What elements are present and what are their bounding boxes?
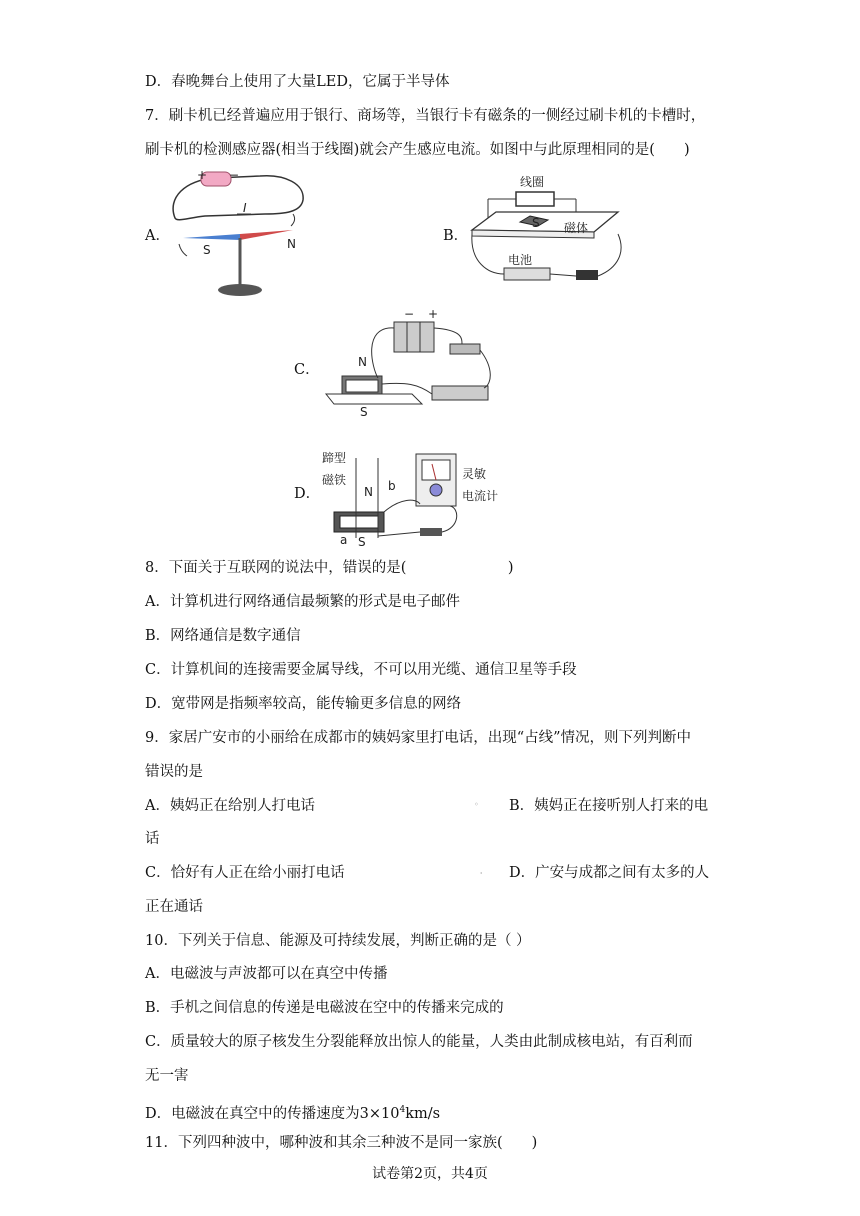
q10d-unit: km/s	[405, 1105, 441, 1122]
figC-minus: −	[404, 308, 415, 321]
figD-a: a	[340, 533, 348, 547]
q8-stem: 8．下面关于互联网的说法中，错误的是( )	[145, 560, 514, 576]
figB-coil: 线圈	[520, 175, 545, 189]
figA-N: N	[287, 237, 296, 251]
q8-option-b: B．网络通信是数字通信	[145, 628, 301, 644]
q9-option-a: A．姨妈正在给别人打电话	[145, 798, 315, 814]
figC-plus: +	[428, 308, 439, 321]
figD-N: N	[364, 485, 373, 499]
figA-current: I	[243, 201, 247, 215]
q6-option-d: D．春晚舞台上使用了大量LED，它属于半导体	[145, 74, 450, 90]
q8-option-d: D．宽带网是指频率较高，能传输更多信息的网络	[145, 696, 462, 712]
q10d-exponent: 4	[399, 1105, 406, 1115]
figD-b: b	[388, 479, 396, 493]
q9-stem-line2: 错误的是	[145, 764, 203, 780]
figA-S: S	[203, 243, 211, 257]
q10-option-c-line2: 无一害	[145, 1068, 189, 1084]
figure-c-motor	[322, 308, 497, 418]
figA-plus: +	[197, 168, 208, 182]
figB-S: S	[532, 216, 540, 230]
q9-stem-line1: 9．家居广安市的小丽给在成都市的姨妈家里打电话，出现“占线”情况，则下列判断中	[145, 730, 692, 746]
q9-option-d-line1: D．广安与成都之间有太多的人	[509, 865, 710, 881]
q7-stem-line2: 刷卡机的检测感应器(相当于线圈)就会产生感应电流。如图中与此原理相同的是( )	[145, 142, 690, 158]
q9-option-b-line2: 话	[145, 831, 160, 847]
decorative-dot: ˌ	[480, 866, 483, 875]
q8-option-a: A．计算机进行网络通信最频繁的形式是电子邮件	[145, 594, 460, 610]
figure-d-generator	[320, 448, 520, 548]
q10d-text: D．电磁波在真空中的传播速度为3×10	[145, 1105, 400, 1122]
q10-option-d	[145, 1100, 440, 1124]
q7-option-a-label: A．	[145, 228, 170, 244]
decorative-dot: ◦	[474, 800, 479, 809]
page-footer: 试卷第2页，共4页	[372, 1166, 488, 1182]
q11-stem: 11．下列四种波中，哪种波和其余三种波不是同一家族( )	[145, 1135, 538, 1151]
q10-option-a: A．电磁波与声波都可以在真空中传播	[145, 966, 388, 982]
q8-option-c: C．计算机间的连接需要金属导线，不可以用光缆、通信卫星等手段	[145, 662, 577, 678]
figA-minus: −	[229, 168, 240, 182]
figC-N: N	[358, 355, 367, 369]
q10-stem: 10．下列关于信息、能源及可持续发展，判断正确的是（ ）	[145, 933, 531, 949]
figure-a-oersted	[165, 168, 315, 300]
q7-option-b-label: B．	[443, 228, 469, 244]
q7-stem-line1: 7．刷卡机已经普遍应用于银行、商场等，当银行卡有磁条的一侧经过刷卡机的卡槽时，	[145, 108, 706, 124]
figD-hoof-2: 磁铁	[322, 473, 347, 487]
q7-option-d-label: D．	[294, 486, 321, 502]
q7-option-c-label: C．	[294, 362, 320, 378]
q9-option-c: C．恰好有人正在给小丽打电话	[145, 865, 345, 881]
figD-galv-1: 灵敏	[462, 467, 487, 481]
figD-S: S	[358, 535, 366, 548]
q10-option-b: B．手机之间信息的传递是电磁波在空中的传播来完成的	[145, 1000, 504, 1016]
figD-hoof-1: 蹄型	[322, 451, 347, 465]
q9-option-b-line1: B．姨妈正在接听别人打来的电	[509, 798, 709, 814]
figB-magnet: 磁体	[564, 221, 589, 235]
figD-galv-2: 电流计	[462, 489, 499, 503]
q9-option-d-line2: 正在通话	[145, 899, 203, 915]
figure-b-coil-battery	[468, 172, 628, 290]
figB-battery: 电池	[508, 253, 533, 267]
figC-S: S	[360, 405, 368, 418]
q10-option-c-line1: C．质量较大的原子核发生分裂能释放出惊人的能量，人类由此制成核电站，有百利而	[145, 1034, 693, 1050]
